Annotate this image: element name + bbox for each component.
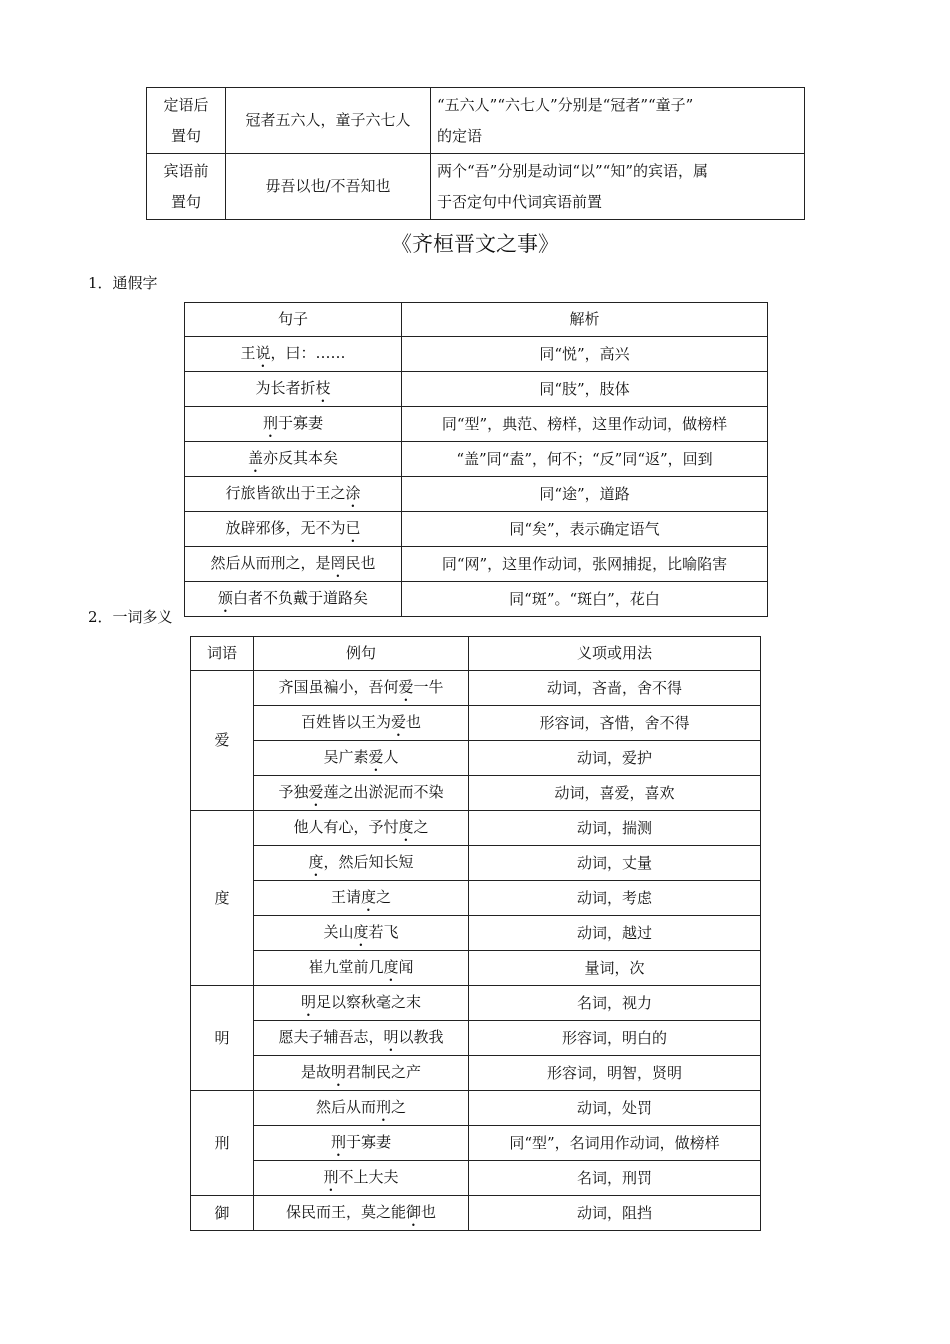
- table-row: [185, 582, 768, 617]
- emphasized-character: 刑: [323, 1168, 339, 1186]
- example-sentence: 保民而王，莫之能御也: [254, 1196, 469, 1231]
- table-row: [191, 1161, 761, 1196]
- tongjiazi-table: [184, 302, 768, 617]
- example-sentence: 颁白者不负戴于道路矣: [185, 582, 402, 617]
- emphasized-character: 明: [300, 993, 316, 1011]
- meaning: 形容词，明智，贤明: [469, 1056, 761, 1091]
- word-cell: 御: [191, 1196, 254, 1231]
- table-header-row: [185, 303, 768, 337]
- emphasized-character: 爱: [390, 713, 406, 731]
- meaning: 名词，刑罚: [469, 1161, 761, 1196]
- emphasized-character: 度: [353, 923, 369, 941]
- pattern-explanation: “五六人”“六七人”分别是“冠者”“童子” 的定语: [431, 88, 805, 154]
- example-sentence: 予独爱莲之出淤泥而不染: [254, 776, 469, 811]
- meaning: 动词，喜爱，喜欢: [469, 776, 761, 811]
- emphasized-character: 爱: [368, 748, 384, 766]
- table-row: [185, 407, 768, 442]
- explanation: 同“型”，典范、榜样，这里作动词，做榜样: [402, 407, 768, 442]
- meaning: 形容词，吝惜，舍不得: [469, 706, 761, 741]
- meaning: 量词，次: [469, 951, 761, 986]
- table-row: [191, 1126, 761, 1161]
- table-row: [185, 477, 768, 512]
- table-row: [185, 512, 768, 547]
- table-row: [191, 706, 761, 741]
- table-row: [191, 1091, 761, 1126]
- column-header: 句子: [185, 303, 402, 337]
- explanation: 同“斑”。“斑白”，花白: [402, 582, 768, 617]
- example-sentence: 度，然后知长短: [254, 846, 469, 881]
- table-row: [147, 154, 805, 220]
- example-sentence: 关山度若飞: [254, 916, 469, 951]
- example-sentence: 王说，曰：……: [185, 337, 402, 372]
- emphasized-character: 罔: [330, 554, 346, 572]
- table-row: [191, 1056, 761, 1091]
- meaning: 动词，揣测: [469, 811, 761, 846]
- pattern-type: 定语后 置句: [147, 88, 226, 154]
- column-header: 解析: [402, 303, 768, 337]
- table-row: [191, 846, 761, 881]
- example-sentence: 行旅皆欲出于王之涂: [185, 477, 402, 512]
- explanation: 同“矣”，表示确定语气: [402, 512, 768, 547]
- emphasized-character: 涂: [345, 484, 361, 502]
- sentence-pattern-table: [146, 87, 805, 220]
- table-row: [191, 916, 761, 951]
- column-header: 义项或用法: [469, 637, 761, 671]
- table-row: [185, 337, 768, 372]
- table-row: [191, 741, 761, 776]
- example-sentence: 刑于寡妻: [185, 407, 402, 442]
- page-title: 《齐桓晋文之事》: [391, 232, 559, 256]
- pattern-example: 毋吾以也/不吾知也: [226, 154, 431, 220]
- example-sentence: 他人有心，予忖度之: [254, 811, 469, 846]
- meaning: 动词，阻挡: [469, 1196, 761, 1231]
- explanation: “盖”同“盍”，何不；“反”同“返”，回到: [402, 442, 768, 477]
- meaning: 形容词，明白的: [469, 1021, 761, 1056]
- example-sentence: 放辟邪侈，无不为已: [185, 512, 402, 547]
- explanation: 同“肢”，肢体: [402, 372, 768, 407]
- example-sentence: 愿夫子辅吾志，明以教我: [254, 1021, 469, 1056]
- example-sentence: 然后从而刑之: [254, 1091, 469, 1126]
- emphasized-character: 度: [360, 888, 376, 906]
- example-sentence: 是故明君制民之产: [254, 1056, 469, 1091]
- meaning: 名词，视力: [469, 986, 761, 1021]
- emphasized-character: 度: [398, 818, 414, 836]
- example-sentence: 为长者折枝: [185, 372, 402, 407]
- emphasized-character: 枝: [315, 379, 331, 397]
- pattern-type: 宾语前 置句: [147, 154, 226, 220]
- table-row: [191, 1021, 761, 1056]
- table-row: [185, 547, 768, 582]
- example-sentence: 刑不上大夫: [254, 1161, 469, 1196]
- table-row: [191, 671, 761, 706]
- emphasized-character: 明: [330, 1063, 346, 1081]
- word-cell: 明: [191, 986, 254, 1091]
- word-cell: 爱: [191, 671, 254, 811]
- meaning: 同“型”，名词用作动词，做榜样: [469, 1126, 761, 1161]
- emphasized-character: 盖: [247, 449, 263, 467]
- example-sentence: 明足以察秋毫之末: [254, 986, 469, 1021]
- example-sentence: 刑于寡妻: [254, 1126, 469, 1161]
- table-row: [191, 1196, 761, 1231]
- emphasized-character: 刑: [375, 1098, 391, 1116]
- emphasized-character: 御: [405, 1203, 421, 1221]
- column-header: 词语: [191, 637, 254, 671]
- emphasized-character: 爱: [398, 678, 414, 696]
- table-row: [185, 372, 768, 407]
- emphasized-character: 已: [345, 519, 361, 537]
- explanation: 同“网”，这里作动词，张网捕捉，比喻陷害: [402, 547, 768, 582]
- meaning: 动词，越过: [469, 916, 761, 951]
- section-heading-tongjiazi: 1．通假字: [88, 274, 158, 292]
- example-sentence: 百姓皆以王为爱也: [254, 706, 469, 741]
- emphasized-character: 颁: [217, 589, 233, 607]
- example-sentence: 齐国虽褊小，吾何爱一牛: [254, 671, 469, 706]
- example-sentence: 王请度之: [254, 881, 469, 916]
- column-header: 例句: [254, 637, 469, 671]
- table-row: [191, 986, 761, 1021]
- example-sentence: 然后从而刑之，是罔民也: [185, 547, 402, 582]
- table-row: [191, 776, 761, 811]
- yiciduoyi-table: [190, 636, 761, 1231]
- example-sentence: 盖亦反其本矣: [185, 442, 402, 477]
- table-row: [191, 951, 761, 986]
- word-cell: 刑: [191, 1091, 254, 1196]
- emphasized-character: 刑: [330, 1133, 346, 1151]
- section-heading-yiciduoyi: 2．一词多义: [88, 608, 173, 626]
- emphasized-character: 刑: [262, 414, 278, 432]
- pattern-explanation: 两个“吾”分别是动词“以”“知”的宾语，属 于否定句中代词宾语前置: [431, 154, 805, 220]
- table-row: [191, 881, 761, 916]
- table-row: [185, 442, 768, 477]
- example-sentence: 崔九堂前几度闻: [254, 951, 469, 986]
- word-cell: 度: [191, 811, 254, 986]
- emphasized-character: 爱: [308, 783, 324, 801]
- table-row: [147, 88, 805, 154]
- emphasized-character: 度: [383, 958, 399, 976]
- meaning: 动词，丈量: [469, 846, 761, 881]
- emphasized-character: 度: [308, 853, 324, 871]
- table-row: [191, 811, 761, 846]
- table-header-row: [191, 637, 761, 671]
- meaning: 动词，爱护: [469, 741, 761, 776]
- explanation: 同“悦”，高兴: [402, 337, 768, 372]
- meaning: 动词，考虑: [469, 881, 761, 916]
- explanation: 同“途”，道路: [402, 477, 768, 512]
- example-sentence: 吴广素爱人: [254, 741, 469, 776]
- emphasized-character: 明: [383, 1028, 399, 1046]
- pattern-example: 冠者五六人，童子六七人: [226, 88, 431, 154]
- emphasized-character: 说: [255, 344, 271, 362]
- meaning: 动词，处罚: [469, 1091, 761, 1126]
- meaning: 动词，吝啬，舍不得: [469, 671, 761, 706]
